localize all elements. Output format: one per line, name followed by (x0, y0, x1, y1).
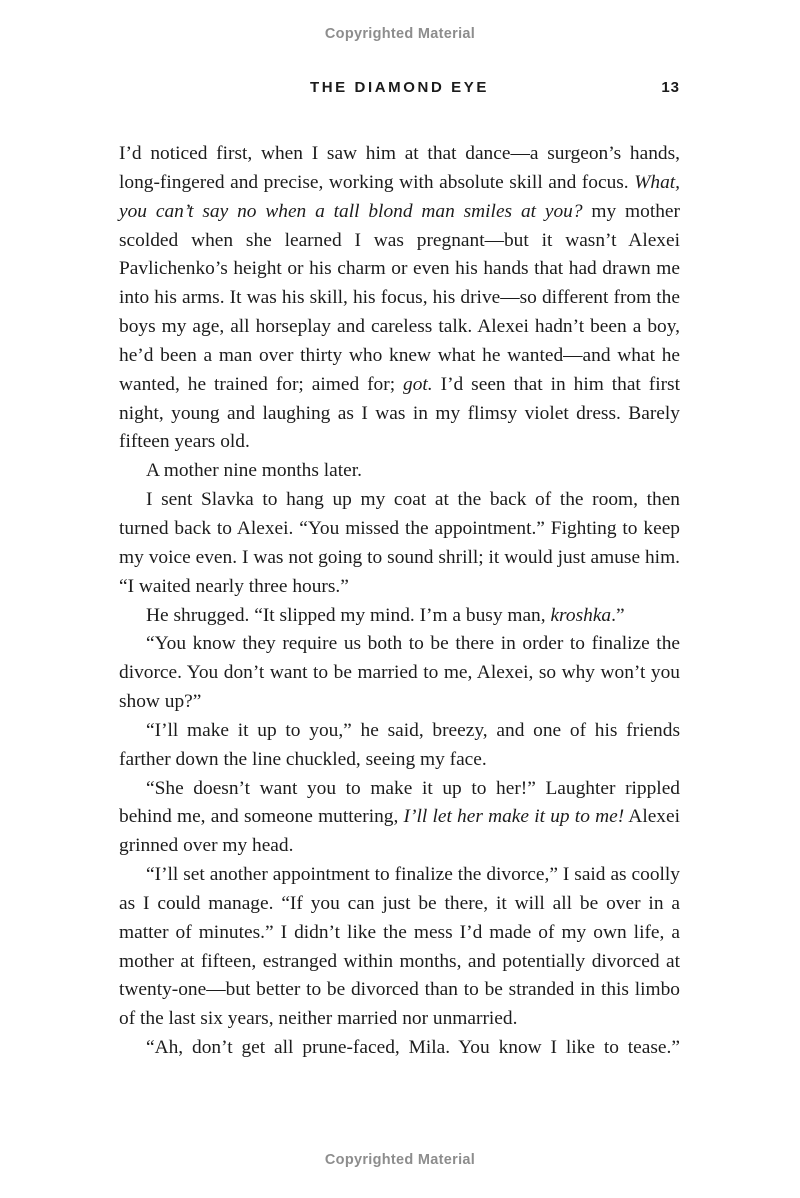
running-header (119, 79, 680, 97)
copyright-notice-bottom: Copyrighted Material (324, 1152, 476, 1168)
text-segment: A mother nine months later. (146, 460, 362, 482)
page-number: 13 (661, 79, 680, 96)
paragraph (119, 486, 680, 601)
copyright-notice-top: Copyrighted Material (324, 26, 476, 42)
paragraph (119, 717, 680, 775)
paragraph (119, 140, 680, 457)
italic-text-segment: I’ll let her make it up to me! (403, 806, 625, 828)
text-segment: “You know they require us both to be there in order to finalize the divorce. You don’t want to be married to me, Alexei, so why won’t you show up?” (119, 633, 680, 713)
text-segment: He shrugged. “It slipped my mind. I’m a busy man, (146, 604, 551, 626)
paragraph (119, 457, 680, 486)
italic-text-segment: What, you can’t say no when a tall blond man smiles at you? (119, 171, 680, 222)
paragraph (119, 602, 680, 631)
text-segment: my mother scolded when she learned I was pregnant—but it wasn’t Alexei Pavlichenko’s height or his charm or even his hands that had drawn me into his arms. It was his skill, his focus, his drive—so different from the boys my age, all horseplay and careless talk. Alexei hadn’t been a boy, he’d been a man over thirty who knew what he wanted—and what he wanted, he trained for; aimed for; (119, 200, 680, 395)
text-segment: .” (611, 604, 625, 626)
text-segment: “Ah, don’t get all prune-faced, Mila. You know I like to tease.” (146, 1037, 680, 1059)
text-segment: I sent Slavka to hang up my coat at the back of the room, then turned back to Alexei. “You missed the appointment.” Fighting to keep my voice even. I was not going to sound shrill; it would just amuse him. “I waited nearly three hours.” (119, 489, 680, 597)
text-segment: I’d noticed first, when I saw him at that dance—a surgeon’s hands, long-fingered and precise, working with absolute skill and focus. (119, 143, 680, 193)
italic-text-segment: got. (403, 373, 433, 395)
text-segment: “I’ll set another appointment to finalize the divorce,” I said as coolly as I could manage. “If you can just be there, it will all be over in a matter of minutes.” I didn’t like the mess I’d made of my own life, a mother at fifteen, estranged within months, and potentially divorced at twenty-one—but better to be divorced than to be stranded in this limbo of the last six years, neither married nor unmarried. (119, 864, 680, 1030)
running-header-title: THE DIAMOND EYE (309, 79, 489, 96)
text-segment: “I’ll make it up to you,” he said, breezy, and one of his friends farther down the line chuckled, seeing my face. (119, 719, 680, 770)
italic-text-segment: kroshka (550, 604, 612, 626)
paragraph (119, 775, 680, 862)
text-segment: I’d seen that in him that first night, young and laughing as I was in my flimsy violet dress. Barely fifteen years old. (119, 373, 680, 453)
paragraph (119, 1034, 680, 1063)
body-text (119, 140, 680, 1063)
text-segment: “She doesn’t want you to make it up to her!” Laughter rippled behind me, and someone muttering, (119, 777, 680, 828)
paragraph (119, 861, 680, 1034)
text-segment: Alexei grinned over my head. (119, 806, 680, 857)
paragraph (119, 630, 680, 717)
